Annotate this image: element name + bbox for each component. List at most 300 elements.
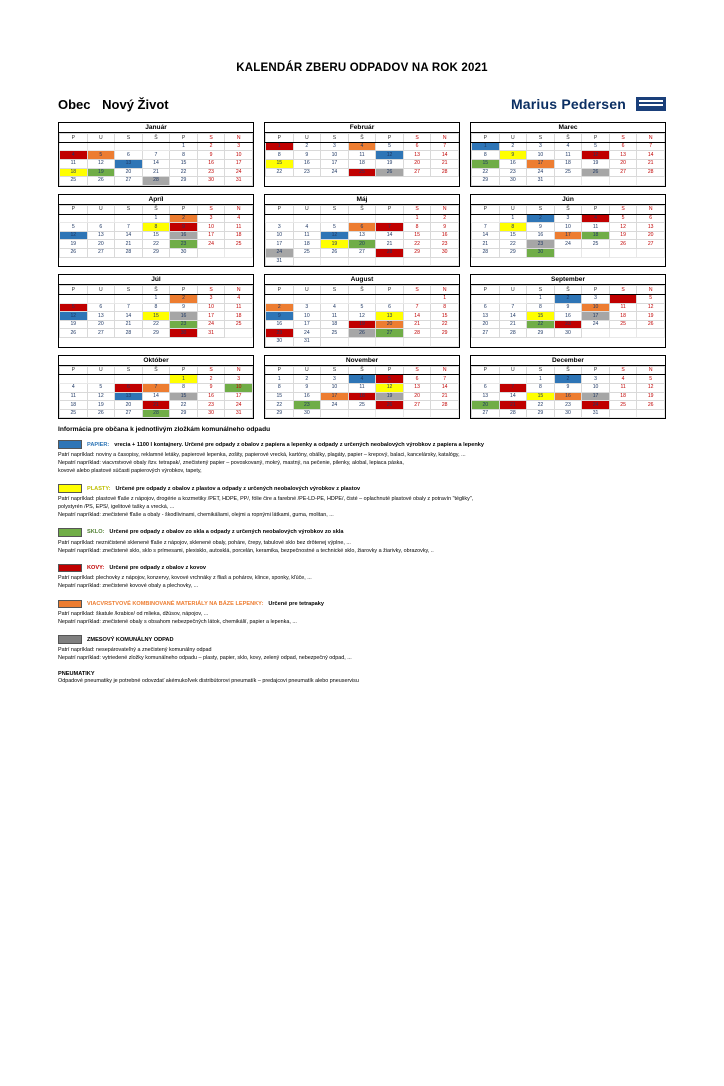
day-cell: 7 [115,303,143,312]
pneumatiky-text: Odpadové pneumatiky je potrebné odovzdať akémukoľvek distribútorovi pneumatík – predajcovi pneumatík alebo pneuservisu [58,677,359,684]
week-row [472,392,665,401]
day-cell-collection-kov: 7 [376,223,404,232]
info-block-header [58,564,666,573]
day-cell: 30 [431,249,459,258]
color-swatch-komun-icon [58,635,82,644]
day-cell: 18 [321,320,349,329]
day-cell: 31 [582,409,610,418]
day-cell-collection-plast: 1 [170,375,198,384]
weekday-header: S [609,366,637,375]
day-cell: 3 [582,375,610,384]
week-row [266,231,459,240]
month-name: Apríl [59,195,253,205]
month-name: Júl [59,275,253,285]
weekday-header: S [403,286,431,295]
day-cell: 11 [348,384,376,393]
day-cell: 27 [472,329,500,338]
day-cell-empty [293,257,321,266]
day-cell: 11 [225,223,253,232]
day-cell-collection-plast: 8 [499,223,527,232]
day-cell-collection-plast: 15 [527,392,555,401]
day-cell: 6 [403,142,431,151]
day-cell-empty [637,409,665,418]
week-row [60,142,253,151]
day-cell: 19 [376,160,404,169]
day-cell: 25 [554,168,582,177]
day-cell: 10 [293,312,321,321]
day-cell: 2 [431,214,459,223]
day-cell: 14 [431,384,459,393]
week-row [266,320,459,329]
day-cell-collection-sklo: 10 [225,384,253,393]
municipality-block [58,97,169,112]
weekday-header: Š [554,366,582,375]
day-cell-collection-sklo: 20 [472,401,500,410]
day-cell-collection-tetra: 2 [170,214,198,223]
weekday-header: P [60,134,88,143]
day-cell-collection-kov: 4 [60,151,88,160]
month-table [265,205,459,266]
weekday-header-row [266,286,459,295]
weekday-header: Š [554,134,582,143]
day-cell-empty [431,257,459,266]
day-cell: 12 [87,160,115,169]
day-cell: 13 [472,312,500,321]
weekday-header: U [87,206,115,215]
day-cell-collection-paper: 1 [472,142,500,151]
day-cell: 16 [554,312,582,321]
pneumatiky-title: PNEUMATIKY [58,670,95,677]
day-cell: 19 [637,312,665,321]
day-cell: 25 [225,320,253,329]
day-cell: 19 [60,320,88,329]
day-cell: 8 [527,303,555,312]
week-row [472,384,665,393]
day-cell: 21 [142,168,170,177]
info-block-keyword: PAPIER: [87,441,110,448]
month-table [471,205,665,258]
weekday-header: P [170,206,198,215]
weekday-header: S [527,366,555,375]
day-cell: 24 [197,320,225,329]
day-cell-collection-kov: 4 [582,214,610,223]
day-cell: 24 [293,329,321,338]
day-cell: 26 [60,249,88,258]
day-cell-collection-paper: 13 [115,392,143,401]
weekday-header: U [499,206,527,215]
day-cell: 12 [609,223,637,232]
day-cell-empty [321,295,349,304]
week-row [60,392,253,401]
day-cell-empty [582,177,610,186]
day-cell-collection-tetra: 17 [321,392,349,401]
day-cell: 7 [431,142,459,151]
day-cell-collection-paper: 13 [115,160,143,169]
day-cell: 14 [637,151,665,160]
weekday-header: S [609,134,637,143]
month-table [265,133,459,177]
week-row [266,303,459,312]
day-cell: 15 [499,231,527,240]
day-cell: 31 [293,338,321,347]
day-cell: 23 [499,168,527,177]
day-cell: 28 [431,401,459,410]
day-cell: 16 [197,160,225,169]
month-table [265,285,459,346]
weekday-header: S [321,366,349,375]
day-cell-collection-komun: 26 [348,329,376,338]
weekday-header: N [637,206,665,215]
weekday-header-row [472,134,665,143]
day-cell: 13 [609,151,637,160]
month-table [59,285,253,338]
day-cell-collection-kov: 21 [499,401,527,410]
day-cell-collection-tetra: 5 [87,151,115,160]
day-cell: 25 [60,177,88,186]
day-cell-collection-sklo: 18 [582,231,610,240]
weekday-header: U [293,206,321,215]
day-cell: 21 [115,320,143,329]
day-cell-empty [266,295,294,304]
month-table [59,366,253,419]
day-cell: 10 [582,384,610,393]
day-cell: 18 [293,240,321,249]
page-title: KALENDÁR ZBERU ODPADOV NA ROK 2021 [236,62,488,74]
day-cell-empty [87,375,115,384]
weekday-header: S [197,206,225,215]
week-row [60,384,253,393]
info-block-komun [58,635,666,662]
day-cell: 24 [321,401,349,410]
day-cell: 9 [431,223,459,232]
day-cell-collection-paper: 12 [321,231,349,240]
weekday-header: P [582,286,610,295]
day-cell: 15 [170,160,198,169]
day-cell-empty [403,257,431,266]
week-row [472,177,665,186]
week-row [60,401,253,410]
weekday-header-row [266,366,459,375]
calendar-row [58,194,666,267]
day-cell: 13 [637,223,665,232]
day-cell-collection-komun: 28 [142,177,170,186]
week-row [60,240,253,249]
day-cell-empty [348,257,376,266]
weekday-header: P [170,366,198,375]
week-row [60,303,253,312]
day-cell: 26 [321,249,349,258]
day-cell: 23 [293,168,321,177]
weekday-header: U [87,366,115,375]
day-cell-empty [115,142,143,151]
day-cell: 4 [554,142,582,151]
week-row [60,312,253,321]
day-cell: 4 [225,214,253,223]
day-cell: 12 [87,392,115,401]
month-júl [58,274,254,347]
day-cell-collection-kov: 18 [348,392,376,401]
day-cell: 21 [376,240,404,249]
day-cell: 3 [321,375,349,384]
day-cell-empty [87,142,115,151]
day-cell-collection-kov: 23 [266,329,294,338]
week-row [60,249,253,258]
day-cell-collection-komun: 26 [376,168,404,177]
info-block-headline: Určené pre odpady z obalov z plastov a odpady z určených neobalových výrobkov z plastov [115,485,361,492]
weekday-header: U [293,366,321,375]
day-cell: 5 [87,384,115,393]
day-cell: 14 [499,312,527,321]
day-cell: 21 [115,240,143,249]
day-cell: 16 [266,320,294,329]
week-row [266,409,459,418]
day-cell-empty [115,295,143,304]
day-cell: 10 [197,223,225,232]
day-cell: 20 [637,231,665,240]
day-cell: 25 [293,249,321,258]
day-cell: 19 [582,160,610,169]
day-cell: 12 [637,303,665,312]
day-cell: 18 [60,401,88,410]
day-cell: 8 [403,223,431,232]
week-row [266,384,459,393]
weekday-header: U [293,134,321,143]
week-row [60,214,253,223]
weekday-header: P [582,206,610,215]
day-cell-empty [348,295,376,304]
day-cell-collection-sklo: 19 [87,168,115,177]
weekday-header: N [225,286,253,295]
day-cell: 6 [87,303,115,312]
day-cell-collection-kov: 25 [348,168,376,177]
month-november [264,355,460,420]
weekday-header: S [609,286,637,295]
day-cell: 26 [87,177,115,186]
day-cell: 14 [403,312,431,321]
week-row [266,160,459,169]
day-cell: 8 [527,384,555,393]
weekday-header: U [87,134,115,143]
day-cell: 2 [197,375,225,384]
day-cell-empty [376,409,404,418]
week-row [266,214,459,223]
day-cell: 6 [472,303,500,312]
week-row [472,312,665,321]
weekday-header: U [293,286,321,295]
day-cell: 24 [582,320,610,329]
info-block-line: Nepatrí napríklad: znečistené fľaše a obaly - škodlivinami, chemikáliami, olejmi a ropnými látkami, guma, molitan, ... [58,511,334,518]
day-cell: 18 [225,231,253,240]
info-block-keyword: VIACVRSTVOVÉ KOMBINOVANÉ MATERIÁLY NA BÁZE LEPENKY: [87,600,264,607]
day-cell: 24 [554,240,582,249]
day-cell: 31 [197,329,225,338]
day-cell: 27 [115,409,143,418]
day-cell: 1 [266,375,294,384]
day-cell: 20 [87,320,115,329]
day-cell-collection-kov: 23 [554,320,582,329]
week-row [472,295,665,304]
weekday-header: Š [554,206,582,215]
day-cell: 5 [348,303,376,312]
day-cell-empty [115,214,143,223]
day-cell: 20 [115,401,143,410]
weekday-header: U [499,134,527,143]
day-cell: 29 [527,409,555,418]
day-cell: 26 [637,401,665,410]
info-block-tetra [58,600,666,627]
day-cell: 7 [431,375,459,384]
weekday-header: P [376,134,404,143]
month-name: Jún [471,195,665,205]
month-name: December [471,356,665,366]
calendar-row [58,274,666,347]
day-cell: 24 [225,401,253,410]
day-cell: 28 [115,329,143,338]
day-cell: 11 [609,303,637,312]
month-name: November [265,356,459,366]
day-cell-empty [554,249,582,258]
month-table [471,366,665,419]
weekday-header: U [499,286,527,295]
day-cell: 27 [87,329,115,338]
day-cell: 11 [60,392,88,401]
day-cell: 23 [554,401,582,410]
day-cell: 9 [293,151,321,160]
day-cell-empty [348,338,376,347]
day-cell: 14 [115,231,143,240]
month-name: Marec [471,123,665,133]
day-cell: 3 [293,303,321,312]
day-cell: 12 [637,384,665,393]
day-cell: 11 [225,303,253,312]
day-cell-empty [472,295,500,304]
day-cell: 30 [499,177,527,186]
day-cell-collection-komun: 15 [170,392,198,401]
day-cell: 28 [431,168,459,177]
day-cell: 5 [60,223,88,232]
day-cell: 11 [60,160,88,169]
day-cell: 3 [197,214,225,223]
day-cell-empty [637,177,665,186]
weekday-header: Š [554,286,582,295]
day-cell: 14 [431,151,459,160]
weekday-header: N [431,134,459,143]
day-cell-collection-tetra: 20 [376,320,404,329]
month-table [59,133,253,186]
day-cell-collection-plast: 18 [60,168,88,177]
day-cell: 17 [197,231,225,240]
day-cell: 28 [637,168,665,177]
weekday-header: U [87,286,115,295]
weekday-header: P [376,206,404,215]
info-block-paper [58,440,666,475]
info-block-keyword: KOVY: [87,565,105,572]
day-cell: 20 [87,240,115,249]
weekday-header-row [266,206,459,215]
day-cell-empty [637,249,665,258]
week-row [472,409,665,418]
weekday-header: P [472,286,500,295]
day-cell: 28 [115,249,143,258]
info-block-plast [58,484,666,519]
day-cell-collection-tetra: 17 [554,231,582,240]
day-cell: 30 [170,249,198,258]
day-cell: 24 [225,168,253,177]
weekday-header-row [60,366,253,375]
day-cell: 6 [376,303,404,312]
day-cell: 5 [321,223,349,232]
weekday-header: S [115,286,143,295]
day-cell: 9 [197,151,225,160]
week-row [266,295,459,304]
weekday-header: P [60,286,88,295]
day-cell: 24 [197,240,225,249]
day-cell-collection-plast: 15 [527,312,555,321]
weekday-header: N [431,286,459,295]
day-cell-empty [225,249,253,258]
day-cell: 20 [403,392,431,401]
day-cell-collection-komun: 17 [582,392,610,401]
week-row [60,168,253,177]
day-cell-empty [60,375,88,384]
day-cell: 14 [115,312,143,321]
day-cell: 8 [170,384,198,393]
day-cell: 8 [472,151,500,160]
day-cell: 15 [142,231,170,240]
week-row [60,295,253,304]
day-cell: 2 [499,142,527,151]
day-cell: 24 [321,168,349,177]
day-cell: 31 [527,177,555,186]
week-row [60,320,253,329]
month-september [470,274,666,347]
month-marec [470,122,666,187]
day-cell: 29 [170,177,198,186]
day-cell: 31 [225,409,253,418]
info-block-headline: Určené pre tetrapaky [268,600,324,607]
weekday-header: N [431,366,459,375]
weekday-header: N [637,134,665,143]
week-row [472,151,665,160]
week-row [60,375,253,384]
week-row [472,329,665,338]
day-cell: 1 [142,214,170,223]
day-cell-empty [376,257,404,266]
day-cell-collection-paper: 9 [266,312,294,321]
day-cell-empty [87,214,115,223]
day-cell-collection-plast: 9 [499,151,527,160]
day-cell: 8 [431,303,459,312]
day-cell: 10 [197,303,225,312]
day-cell-empty [472,375,500,384]
day-cell-collection-tetra: 2 [170,295,198,304]
day-cell-empty [142,142,170,151]
weekday-header: S [197,134,225,143]
week-row [472,401,665,410]
day-cell: 16 [293,160,321,169]
month-table [265,366,459,419]
calendar-grid [58,122,666,419]
day-cell: 6 [637,214,665,223]
day-cell: 13 [403,151,431,160]
day-cell: 18 [225,312,253,321]
month-name: Január [59,123,253,133]
week-row [266,223,459,232]
color-swatch-sklo-icon [58,528,82,537]
day-cell-empty [348,409,376,418]
day-cell: 3 [582,295,610,304]
day-cell: 11 [348,151,376,160]
